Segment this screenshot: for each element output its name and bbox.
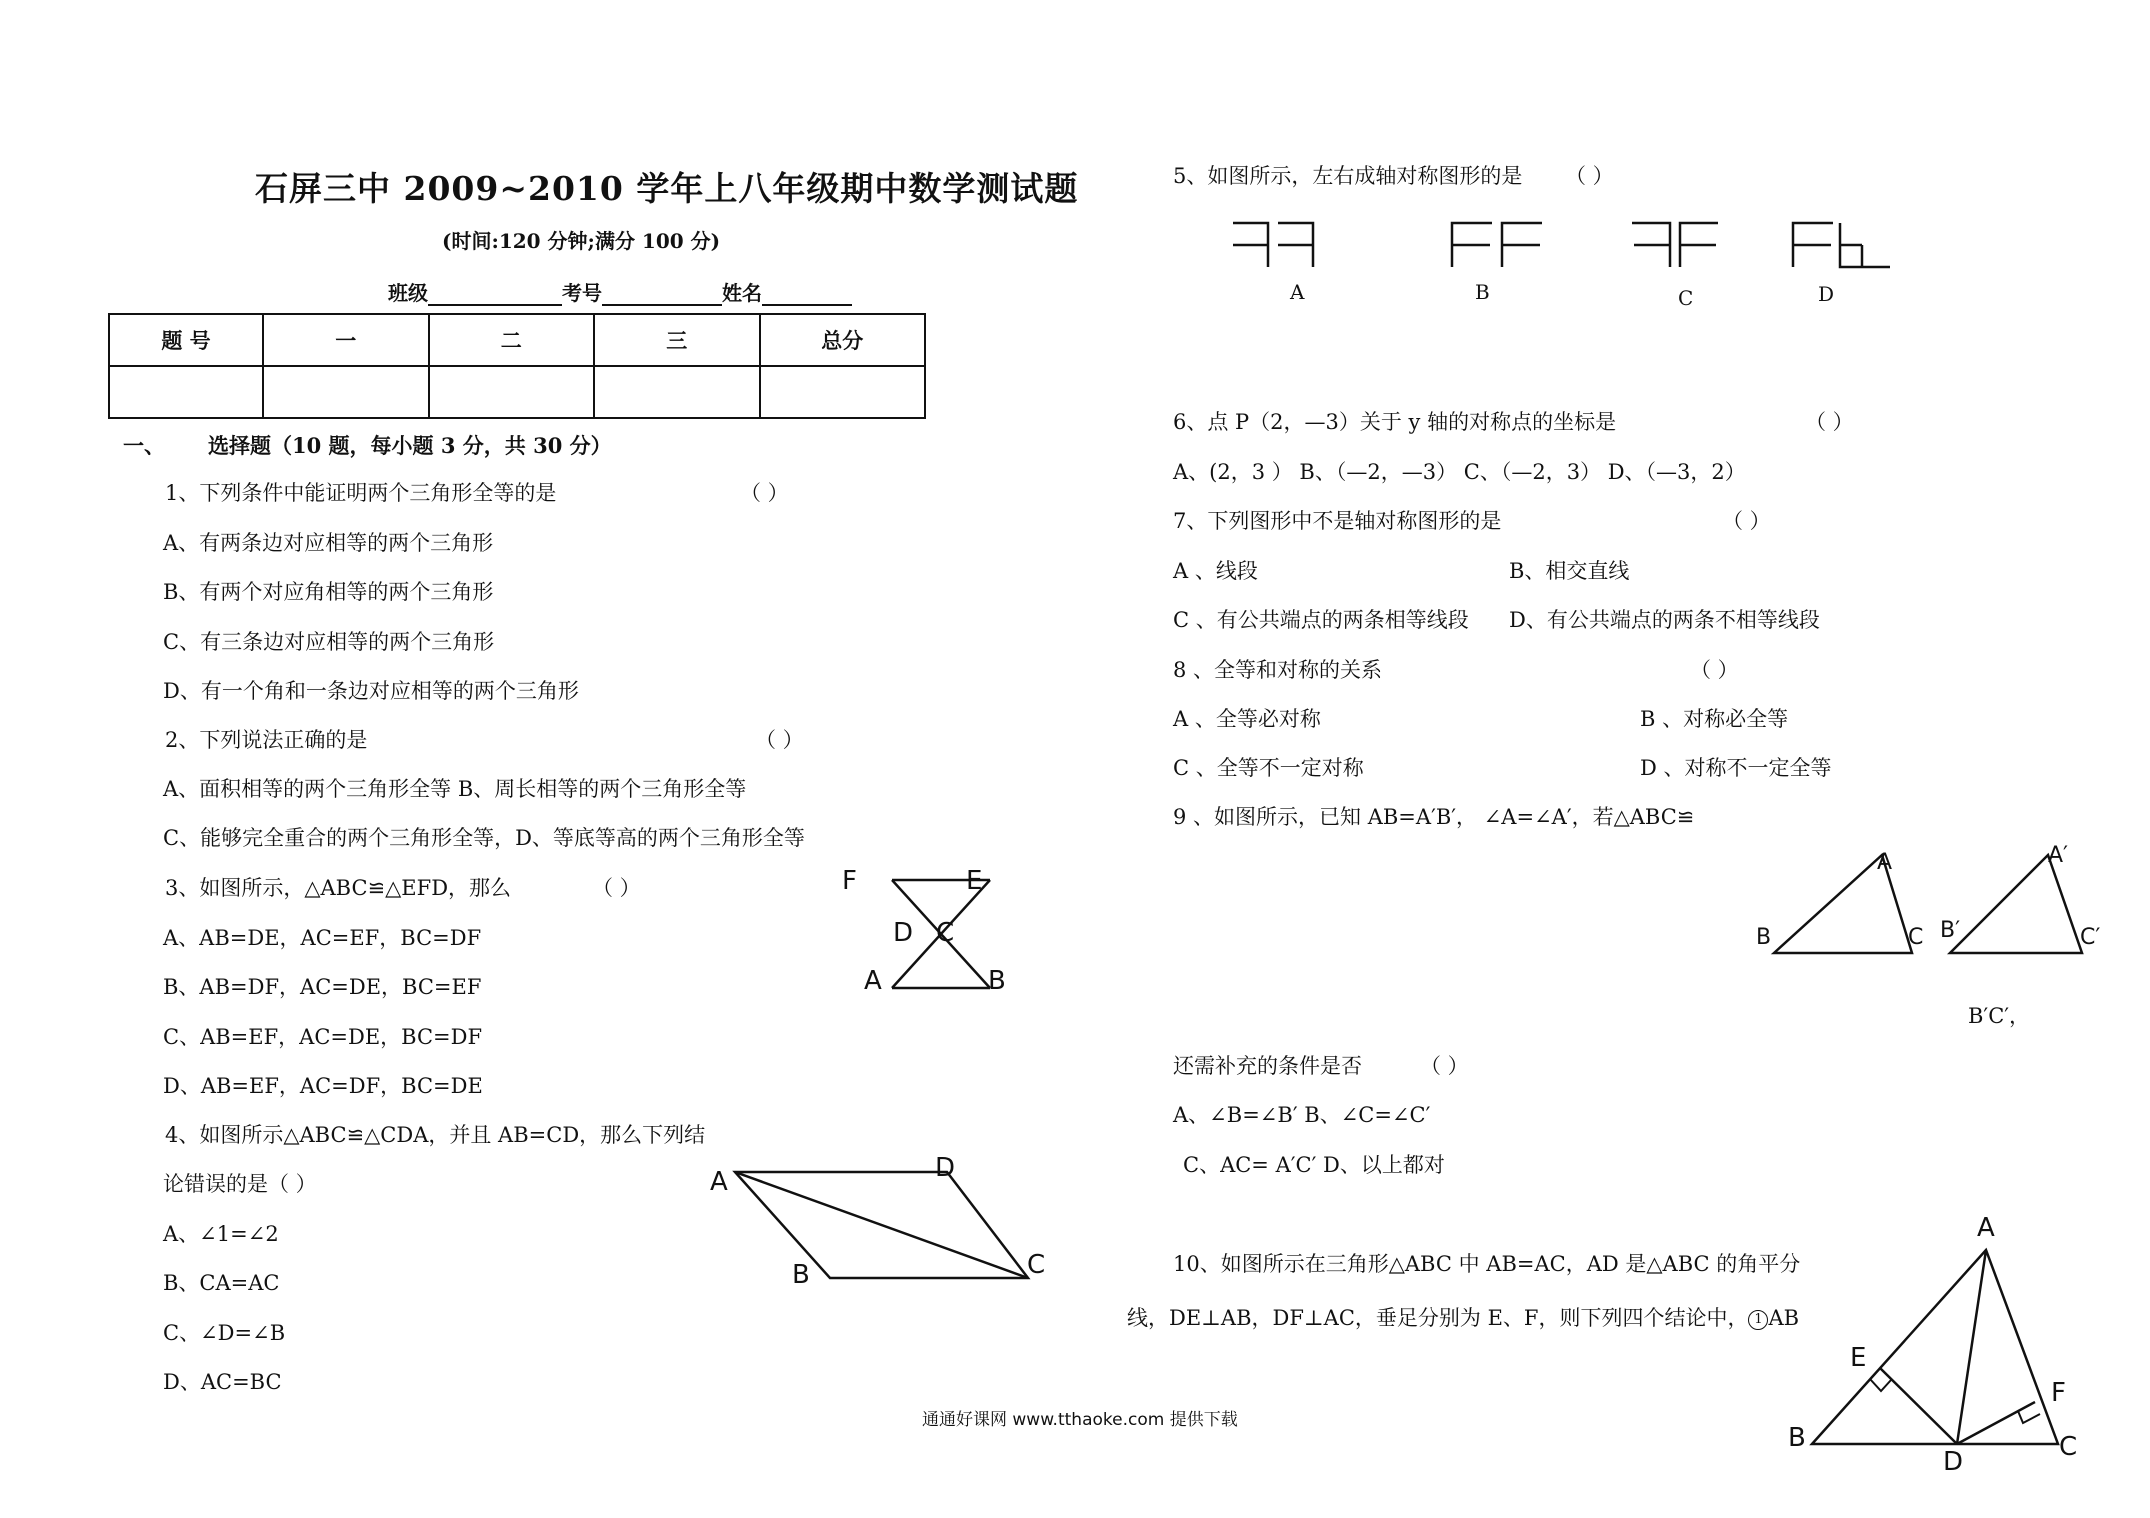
q9-label-a-prime: A′	[2048, 843, 2069, 868]
class-label: 班级	[388, 281, 428, 305]
score-cell[interactable]	[760, 366, 926, 418]
q5-label-b: B	[1475, 280, 1490, 304]
q9-triangle-abc-prime	[1950, 855, 2082, 953]
name-blank[interactable]	[762, 282, 852, 306]
q1-option-c: C、有三条边对应相等的两个三角形	[163, 630, 495, 654]
score-cell[interactable]	[109, 366, 263, 418]
q7-option-d: D、有公共端点的两条不相等线段	[1509, 608, 1820, 632]
q1-answer-paren[interactable]: （ ）	[740, 481, 789, 505]
q3-label-b: B	[988, 966, 1006, 996]
q9-options-line1: A、∠B=∠B′ B、∠C=∠C′	[1173, 1103, 1431, 1127]
q3-option-a: A、AB=DE，AC=EF，BC=DF	[163, 926, 482, 950]
q9-stem: 9 、如图所示，已知 AB=A′B′， ∠A=∠A′，若△ABC≌	[1173, 805, 1695, 829]
q6-answer-paren[interactable]: （ ）	[1805, 410, 1854, 434]
q4-label-b: B	[792, 1260, 810, 1290]
q5-figure-b	[1452, 223, 1542, 267]
q8-option-c: C 、全等不一定对称	[1173, 756, 1364, 780]
q9-label-c: C	[1908, 925, 1924, 950]
q3-label-c: C	[936, 918, 955, 948]
score-header-cell: 二	[429, 314, 595, 366]
q10-perpendicular-de	[1880, 1368, 1957, 1444]
score-table-value-row	[109, 366, 925, 418]
student-info-line	[388, 277, 852, 306]
q8-option-b: B 、对称必全等	[1640, 707, 1789, 731]
q3-label-a: A	[864, 966, 882, 996]
q8-answer-paren[interactable]: （ ）	[1690, 658, 1739, 682]
q6-options: A、(2，3 ） B、（—2，—3） C、（—2，3） D、（—3，2）	[1173, 460, 1746, 484]
section-title: 选择题（10 题，每小题 3 分，共 30 分）	[208, 433, 612, 458]
q7-option-b: B、相交直线	[1509, 559, 1630, 583]
q5-label-c: C	[1678, 286, 1694, 310]
page-footer: 通通好课网 www.tthaoke.com 提供下载	[922, 1410, 1238, 1430]
score-cell[interactable]	[429, 366, 595, 418]
q4-label-a: A	[710, 1167, 728, 1197]
q4-parallelogram-figure	[720, 1160, 1040, 1290]
q4-option-b: B、CA=AC	[163, 1271, 280, 1295]
exam-subtitle: (时间:120 分钟;满分 100 分)	[442, 229, 721, 253]
q10-triangle-figure	[1790, 1230, 2090, 1470]
q10-label-c: C	[2059, 1432, 2078, 1462]
q5-label-d: D	[1818, 282, 1835, 306]
q2-options-line1: A、面积相等的两个三角形全等 B、周长相等的两个三角形全等	[163, 777, 747, 801]
q10-label-e: E	[1850, 1343, 1867, 1373]
q5-figure-a	[1233, 223, 1313, 267]
q3-option-c: C、AB=EF，AC=DE，BC=DF	[163, 1025, 483, 1049]
q4-label-d: D	[935, 1153, 956, 1183]
q8-option-d: D 、对称不一定全等	[1640, 756, 1832, 780]
q7-stem: 7、下列图形中不是轴对称图形的是	[1173, 509, 1502, 533]
q5-answer-paren[interactable]: （ ）	[1565, 164, 1614, 188]
q2-answer-paren[interactable]: （ ）	[755, 728, 804, 752]
score-header-cell: 一	[263, 314, 429, 366]
q9-answer-paren[interactable]: （ ）	[1420, 1054, 1469, 1078]
q5-figure-d	[1793, 223, 1890, 267]
q10-stem-line2	[1127, 1302, 1799, 1332]
q4-fig-diagonal-ac	[735, 1172, 1028, 1278]
score-table	[108, 313, 926, 419]
q9-label-b-prime: B′	[1940, 918, 1961, 943]
q10-stem-line2-tail: AB	[1768, 1306, 1800, 1330]
q5-figure-c	[1632, 223, 1718, 267]
q10-triangle-abc	[1812, 1250, 2058, 1444]
q8-option-a: A 、全等必对称	[1173, 707, 1321, 731]
q10-label-d: D	[1943, 1447, 1964, 1477]
q2-stem: 2、下列说法正确的是	[165, 728, 368, 752]
score-header-cell: 三	[594, 314, 760, 366]
score-header-cell: 题 号	[109, 314, 263, 366]
class-blank[interactable]	[428, 282, 562, 306]
q10-label-a: A	[1977, 1213, 1995, 1243]
q3-option-b: B、AB=DF，AC=DE，BC=EF	[163, 975, 482, 999]
q4-stem-line1: 4、如图所示△ABC≌△CDA，并且 AB=CD，那么下列结	[165, 1123, 706, 1147]
q7-answer-paren[interactable]: （ ）	[1722, 509, 1771, 533]
q10-label-b: B	[1788, 1423, 1806, 1453]
name-label: 姓名	[722, 281, 762, 305]
q3-label-d: D	[893, 918, 914, 948]
q10-label-f: F	[2051, 1378, 2066, 1408]
q3-label-f: F	[842, 866, 857, 896]
score-cell[interactable]	[263, 366, 429, 418]
q3-label-e: E	[966, 866, 983, 896]
q10-right-angle-mark-f	[2018, 1411, 2040, 1423]
score-table-header-row	[109, 314, 925, 366]
q9-stem-line2: 还需补充的条件是否	[1173, 1054, 1362, 1078]
q5-figures	[1230, 215, 1910, 285]
q3-answer-paren[interactable]: （ ）	[592, 876, 641, 900]
score-cell[interactable]	[594, 366, 760, 418]
page-title: 石屏三中 2009~2010 学年上八年级期中数学测试题	[255, 169, 1079, 208]
q3-stem: 3、如图所示，△ABC≌△EFD，那么	[165, 876, 512, 900]
q3-option-d: D、AB=EF，AC=DF，BC=DE	[163, 1074, 483, 1098]
q10-right-angle-mark-e	[1870, 1379, 1891, 1391]
q4-option-a: A、∠1=∠2	[163, 1222, 279, 1246]
score-header-cell: 总分	[760, 314, 926, 366]
q9-stem-continued: B′C′，	[1968, 1004, 2031, 1028]
q9-label-b: B	[1756, 925, 1772, 950]
q4-option-d: D、AC=BC	[163, 1370, 282, 1394]
q1-option-d: D、有一个角和一条边对应相等的两个三角形	[163, 679, 579, 703]
q1-stem: 1、下列条件中能证明两个三角形全等的是	[165, 481, 557, 505]
q4-label-c: C	[1027, 1250, 1046, 1280]
q4-option-c: C、∠D=∠B	[163, 1321, 286, 1345]
q8-stem: 8 、全等和对称的关系	[1173, 658, 1383, 682]
q9-label-a: A	[1877, 850, 1893, 875]
q6-stem: 6、点 P（2，—3）关于 y 轴的对称点的坐标是	[1173, 410, 1617, 434]
section-number: 一、	[123, 433, 165, 458]
q10-stem-line1: 10、如图所示在三角形△ABC 中 AB=AC，AD 是△ABC 的角平分	[1173, 1252, 1801, 1276]
q1-option-b: B、有两个对应角相等的两个三角形	[163, 580, 494, 604]
q7-option-a: A 、线段	[1173, 559, 1258, 583]
q5-stem: 5、如图所示，左右成轴对称图形的是	[1173, 164, 1523, 188]
q9-label-c-prime: C′	[2080, 925, 2101, 950]
q10-circled-number: 1	[1748, 1310, 1768, 1330]
q2-options-line2: C、能够完全重合的两个三角形全等，D、等底等高的两个三角形全等	[163, 826, 805, 850]
q9-options-line2: C、AC= A′C′ D、以上都对	[1183, 1153, 1445, 1177]
q7-option-c: C 、有公共端点的两条相等线段	[1173, 608, 1469, 632]
q5-label-a: A	[1290, 280, 1305, 304]
exam-no-blank[interactable]	[602, 282, 722, 306]
q4-stem-line2: 论错误的是（ ）	[163, 1172, 317, 1196]
q10-stem-line2-text: 线，DE⊥AB，DF⊥AC，垂足分别为 E、F，则下列四个结论中，	[1127, 1306, 1749, 1330]
q1-option-a: A、有两条边对应相等的两个三角形	[163, 531, 494, 555]
exam-no-label: 考号	[562, 281, 602, 305]
